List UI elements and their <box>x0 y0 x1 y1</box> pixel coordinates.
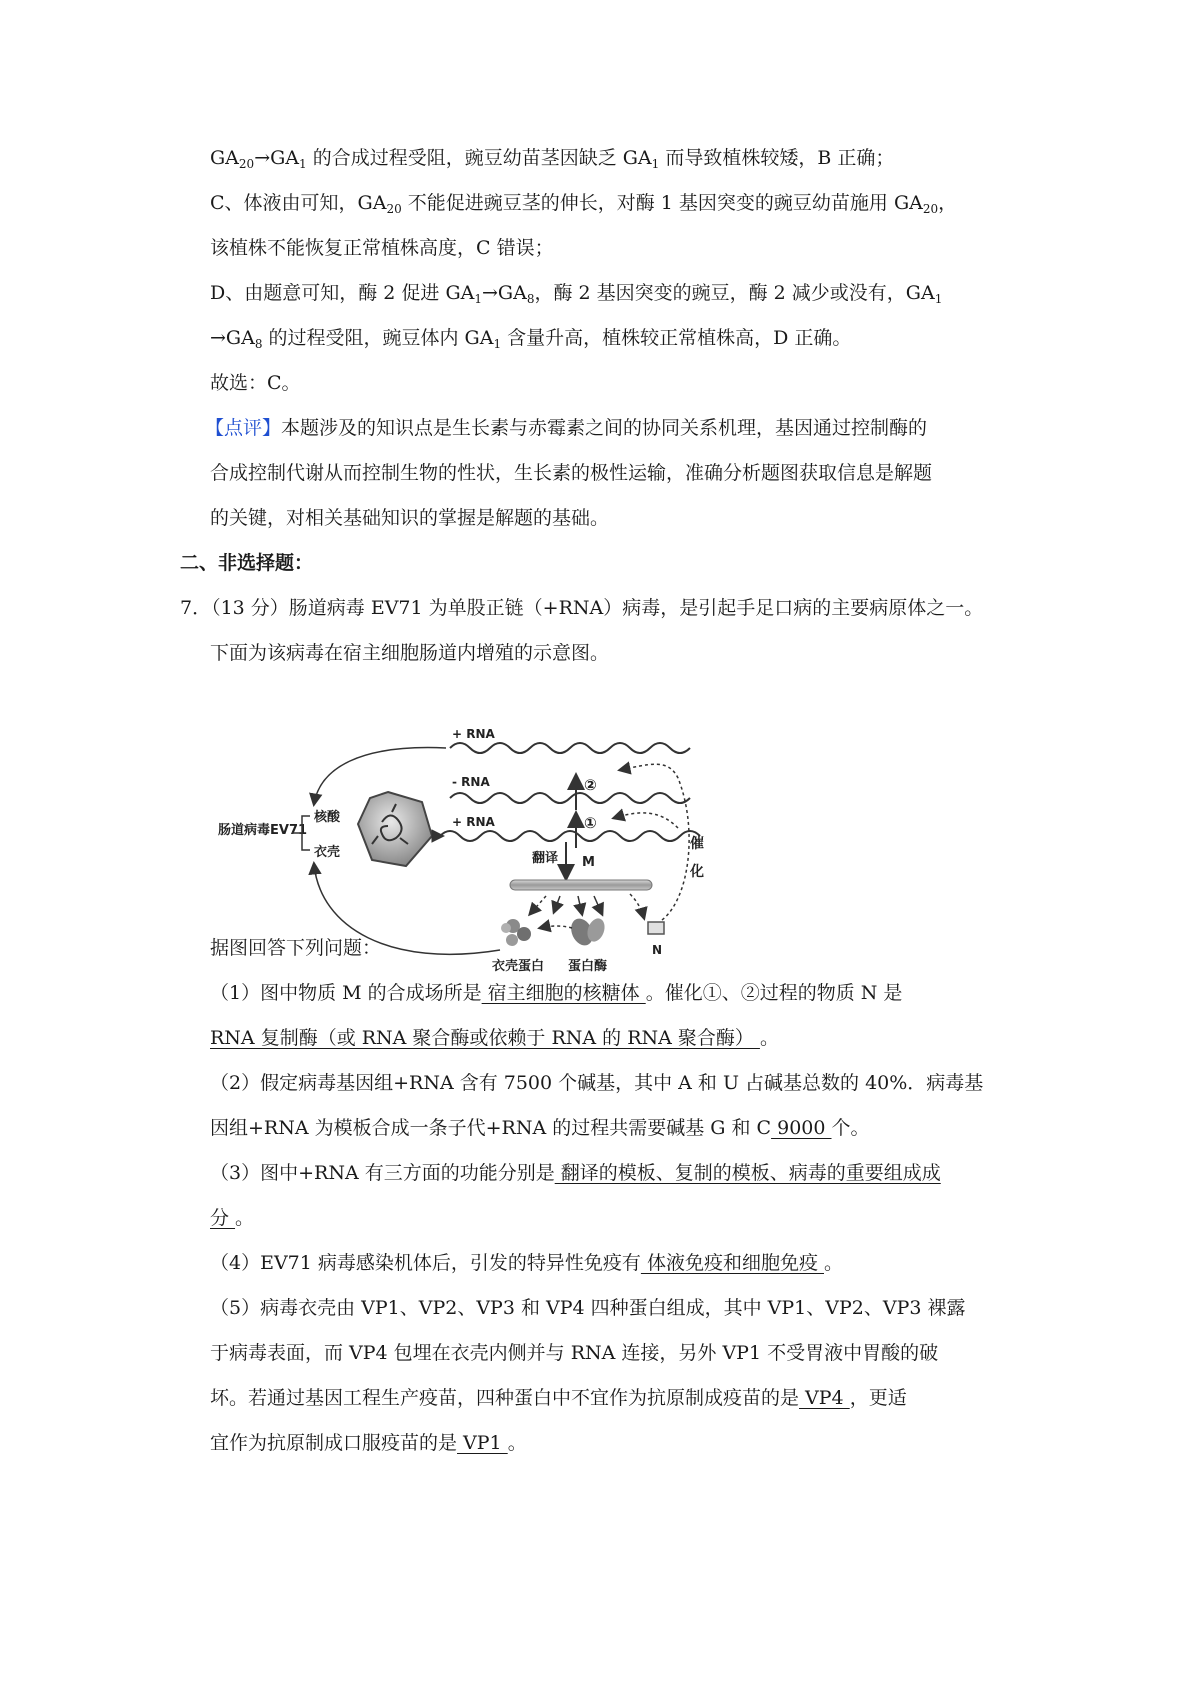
prompt-line: 据图回答下列问题： <box>210 937 382 959</box>
answer-3a: 翻译的模板、复制的模板、病毒的重要组成成 <box>554 1162 941 1184</box>
capsid-protein-shape <box>501 919 531 946</box>
plus-rna-mid-label: + RNA <box>452 815 495 829</box>
answer-5-line-3: 坏。若通过基因工程生产疫苗，四种蛋白中不宜作为抗原制成疫苗的是 VP4 ，更适 <box>210 1387 907 1409</box>
plus-rna-top-strand <box>450 743 690 753</box>
comment-line-2: 合成控制代谢从而控制生物的性状，生长素的极性运输，准确分析题图获取信息是解题 <box>210 462 933 484</box>
answer-2: 9000 <box>771 1117 832 1139</box>
question-7-line-1: 7．（13 分）肠道病毒 EV71 为单股正链（+RNA）病毒，是引起手足口病的主要病原体之一。 <box>180 597 984 619</box>
answer-1a: 宿主细胞的核糖体 <box>481 982 646 1004</box>
text-line-5: $\to GA_8$ 的过程受阻，豌豆体内 $GA_1$ 含量升高，植株较正常植株高，D 正确。 <box>210 327 852 351</box>
comment-line-1: 【点评】本题涉及的知识点是生长素与赤霉素之间的协同关系机理，基因通过控制酶的 <box>205 417 928 439</box>
answer-1b: RNA 复制酶（或 RNA 聚合酶或依赖于 RNA 的 RNA 聚合酶） <box>210 1027 760 1049</box>
minus-rna-label: - RNA <box>452 775 490 789</box>
answer-2-line-1: （2）假定病毒基因组+RNA 含有 7500 个碱基，其中 A 和 U 占碱基总数的 40%．病毒基 <box>210 1072 984 1094</box>
answer-5-line-1: （5）病毒衣壳由 VP1、VP2、VP3 和 VP4 四种蛋白组成，其中 VP1、VP2、VP3 裸露 <box>210 1297 966 1319</box>
capsid-label: 衣壳 <box>314 845 341 860</box>
nucleic-acid-label: 核酸 <box>314 810 341 825</box>
catalyze-label-2: 化 <box>690 864 704 880</box>
n-label: N <box>652 943 663 957</box>
n-protein-box <box>648 922 664 934</box>
plus-rna-top-label: + RNA <box>452 727 495 741</box>
minus-rna-strand <box>450 793 690 803</box>
answer-5b: VP1 <box>457 1432 508 1454</box>
question-7-line-2: 下面为该病毒在宿主细胞肠道内增殖的示意图。 <box>210 642 610 664</box>
capsid-protein-label: 衣壳蛋白 <box>492 959 545 974</box>
answer-3-line-1: （3）图中+RNA 有三方面的功能分别是 翻译的模板、复制的模板、病毒的重要组成成 <box>210 1162 941 1184</box>
m-label: M <box>582 855 595 870</box>
answer-5-line-4: 宜作为抗原制成口服疫苗的是 VP1 。 <box>210 1432 527 1454</box>
answer-1-line-1: （1）图中物质 M 的合成场所是 宿主细胞的核糖体 。催化①、②过程的物质 N 是 <box>210 982 903 1004</box>
plus-rna-mid-strand <box>440 831 700 841</box>
catalyze-label-1: 催 <box>690 836 704 852</box>
text-line-1: $GA_{20}\to GA_1$ 的合成过程受阻，豌豆幼苗茎因缺乏 $GA_1$ 而导致植株较矮，B 正确； <box>210 147 895 171</box>
answer-5-line-2: 于病毒表面，而 VP4 包埋在衣壳内侧并与 RNA 连接，另外 VP1 不受胃液中胃酸的破 <box>210 1342 939 1364</box>
polyprotein-m <box>510 880 652 890</box>
text-line-4: D、由题意可知，酶 2 促进 $GA_1\to GA_8$，酶 2 基因突变的豌豆，酶 2 减少或没有，$GA_1$ <box>210 282 943 306</box>
answer-4: 体液免疫和细胞免疫 <box>640 1252 824 1274</box>
translate-label: 翻译 <box>532 851 559 866</box>
comment-tag: 【点评】 <box>205 417 282 439</box>
answer-5a: VP4 <box>799 1387 850 1409</box>
text-line-2: C、体液由可知，$GA_{20}$ 不能促进豌豆茎的伸长，对酶 1 基因突变的豌豆幼苗施用 $GA_{20}$， <box>210 192 958 216</box>
comment-line-3: 的关键，对相关基础知识的掌握是解题的基础。 <box>210 507 610 529</box>
answer-1-line-2: RNA 复制酶（或 RNA 聚合酶或依赖于 RNA 的 RNA 聚合酶） 。 <box>210 1027 779 1049</box>
step-2-label: ② <box>584 776 597 794</box>
answer-4-line: （4）EV71 病毒感染机体后，引发的特异性免疫有 体液免疫和细胞免疫 。 <box>210 1252 844 1274</box>
virus-label: 肠道病毒EV71 <box>218 823 308 838</box>
protease-label: 蛋白酶 <box>568 959 608 974</box>
answer-3-line-2: 分 。 <box>210 1207 255 1229</box>
text-line-3: 该植株不能恢复正常植株高度，C 错误； <box>210 237 554 259</box>
protease-shape <box>567 915 608 949</box>
answer-2-line-2: 因组+RNA 为模板合成一条子代+RNA 的过程共需要碱基 G 和 C 9000 个。 <box>210 1117 870 1139</box>
text-line-6: 故选：C。 <box>210 372 301 394</box>
answer-3b: 分 <box>210 1207 236 1229</box>
virus-particle <box>358 792 432 866</box>
section-heading: 二、非选择题： <box>180 552 314 574</box>
step-1-label: ① <box>584 814 597 832</box>
